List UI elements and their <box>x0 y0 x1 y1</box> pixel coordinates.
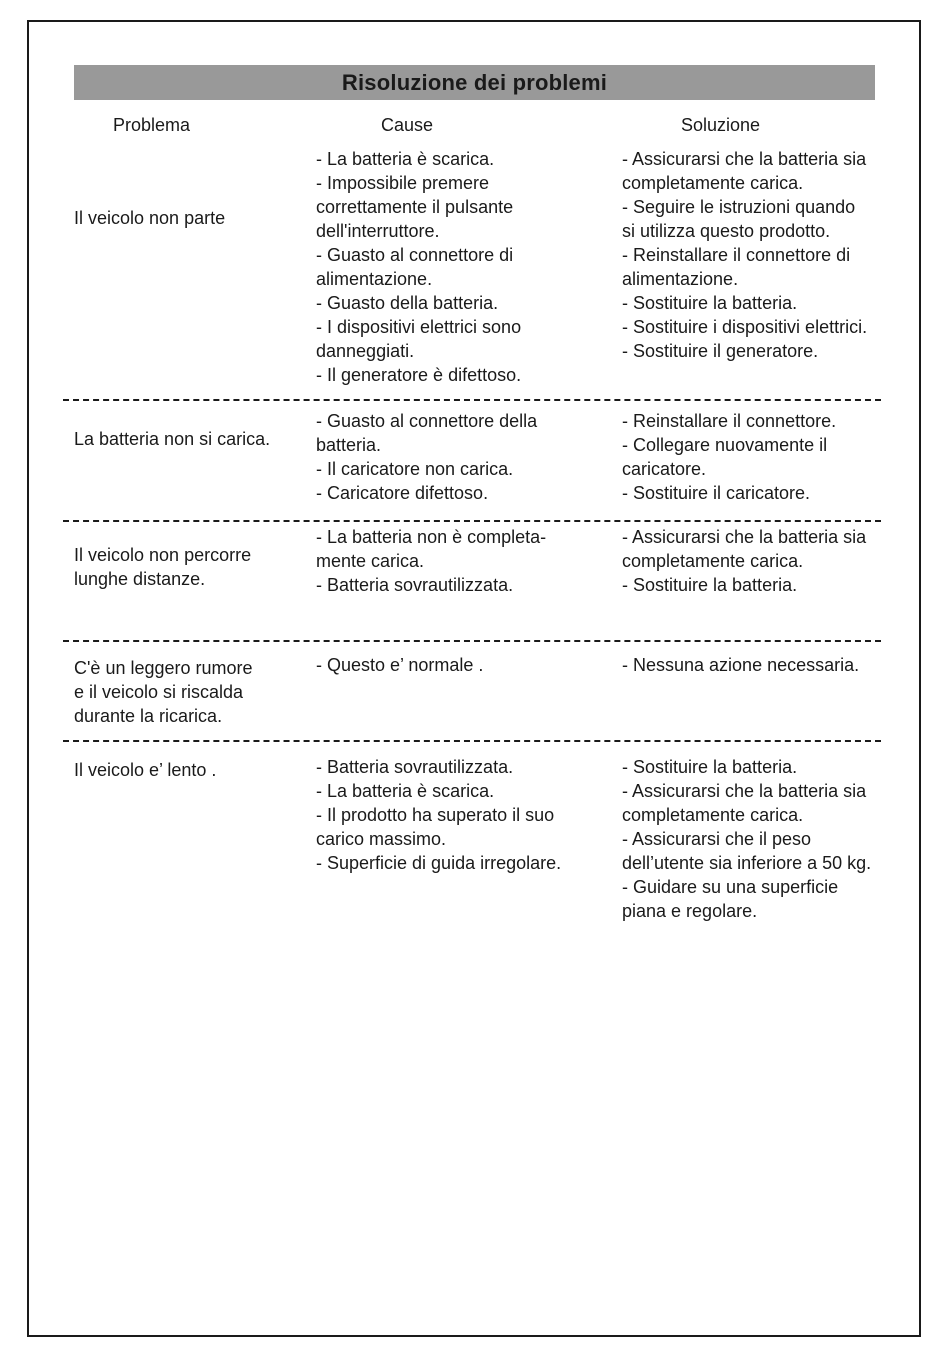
row-1-cause <box>316 147 521 387</box>
text-line: - Sostituire il generatore. <box>622 341 819 361</box>
text-line: - I dispositivi elettrici sono <box>316 317 522 337</box>
column-header-problem: Problema <box>113 115 191 135</box>
row-2-problem <box>74 427 270 451</box>
row-divider <box>63 399 881 401</box>
text-line: - Nessuna azione necessaria. <box>622 655 860 675</box>
row-3-solution <box>622 525 866 597</box>
text-line: - Batteria sovrautilizzata. <box>316 757 514 777</box>
text-line: - Il generatore è difettoso. <box>316 365 522 385</box>
text-line: - Sostituire la batteria. <box>622 293 798 313</box>
text-line: - Sostituire la batteria. <box>622 757 798 777</box>
text-line: - Guasto al connettore della <box>316 411 538 431</box>
text-line: - La batteria non è completa- <box>316 527 547 547</box>
text-line: lunghe distanze. <box>74 569 206 589</box>
row-4-problem <box>74 656 253 728</box>
text-line: e il veicolo si riscalda <box>74 682 244 702</box>
row-divider <box>63 640 881 642</box>
text-line: completamente carica. <box>622 551 804 571</box>
text-line: - Guasto al connettore di <box>316 245 514 265</box>
text-line: - Questo e’ normale . <box>316 655 484 675</box>
text-line: C'è un leggero rumore <box>74 658 253 678</box>
text-line: - Il prodotto ha superato il suo <box>316 805 555 825</box>
text-line: - Sostituire i dispositivi elettrici. <box>622 317 868 337</box>
text-line: - Sostituire il caricatore. <box>622 483 811 503</box>
row-1-problem <box>74 206 225 230</box>
text-line: mente carica. <box>316 551 425 571</box>
row-2-cause <box>316 409 537 505</box>
text-line: dell’utente sia inferiore a 50 kg. <box>622 853 872 873</box>
text-line: - Collegare nuovamente il <box>622 435 828 455</box>
text-line: Il veicolo non parte <box>74 208 226 228</box>
row-divider <box>63 520 881 522</box>
text-line: - Il caricatore non carica. <box>316 459 514 479</box>
row-3-cause <box>316 525 546 597</box>
text-line: piana e regolare. <box>622 901 758 921</box>
row-2-solution <box>622 409 836 505</box>
section-title-bar <box>74 65 875 100</box>
column-header-solution: Soluzione <box>681 115 761 135</box>
text-line: - Reinstallare il connettore di <box>622 245 851 265</box>
text-line: completamente carica. <box>622 805 804 825</box>
text-line: alimentazione. <box>316 269 433 289</box>
text-line: - Assicurarsi che il peso <box>622 829 812 849</box>
text-line: Il veicolo non percorre <box>74 545 252 565</box>
text-line: - La batteria è scarica. <box>316 149 495 169</box>
text-line: - Impossibile premere <box>316 173 490 193</box>
row-5-cause <box>316 755 561 875</box>
page-title: Risoluzione dei problemi <box>341 69 608 95</box>
text-line: - La batteria è scarica. <box>316 781 495 801</box>
text-line: - Seguire le istruzioni quando <box>622 197 856 217</box>
text-line: batteria. <box>316 435 382 455</box>
text-line: carico massimo. <box>316 829 447 849</box>
text-line: - Batteria sovrautilizzata. <box>316 575 514 595</box>
text-line: - Guidare su una superficie <box>622 877 839 897</box>
text-line: - Sostituire la batteria. <box>622 575 798 595</box>
text-line: alimentazione. <box>622 269 739 289</box>
text-line: dell'interruttore. <box>316 221 440 241</box>
row-5-problem <box>74 758 216 782</box>
text-line: La batteria non si carica. <box>74 429 271 449</box>
row-1-solution <box>622 147 867 363</box>
text-line: si utilizza questo prodotto. <box>622 221 831 241</box>
text-line: - Reinstallare il connettore. <box>622 411 837 431</box>
row-3-problem <box>74 543 251 591</box>
column-header-cause: Cause <box>381 115 434 135</box>
row-4-cause <box>316 653 483 677</box>
text-line: completamente carica. <box>622 173 804 193</box>
row-divider <box>63 740 881 742</box>
text-line: - Superficie di guida irregolare. <box>316 853 562 873</box>
row-5-solution <box>622 755 871 923</box>
text-line: - Assicurarsi che la batteria sia <box>622 781 867 801</box>
text-line: - Assicurarsi che la batteria sia <box>622 149 867 169</box>
text-line: - Caricatore difettoso. <box>316 483 489 503</box>
text-line: - Assicurarsi che la batteria sia <box>622 527 867 547</box>
text-line: danneggiati. <box>316 341 415 361</box>
text-line: correttamente il pulsante <box>316 197 514 217</box>
text-line: - Guasto della batteria. <box>316 293 499 313</box>
text-line: durante la ricarica. <box>74 706 223 726</box>
text-line: Il veicolo e’ lento . <box>74 760 217 780</box>
row-4-solution <box>622 653 859 677</box>
text-line: caricatore. <box>622 459 707 479</box>
